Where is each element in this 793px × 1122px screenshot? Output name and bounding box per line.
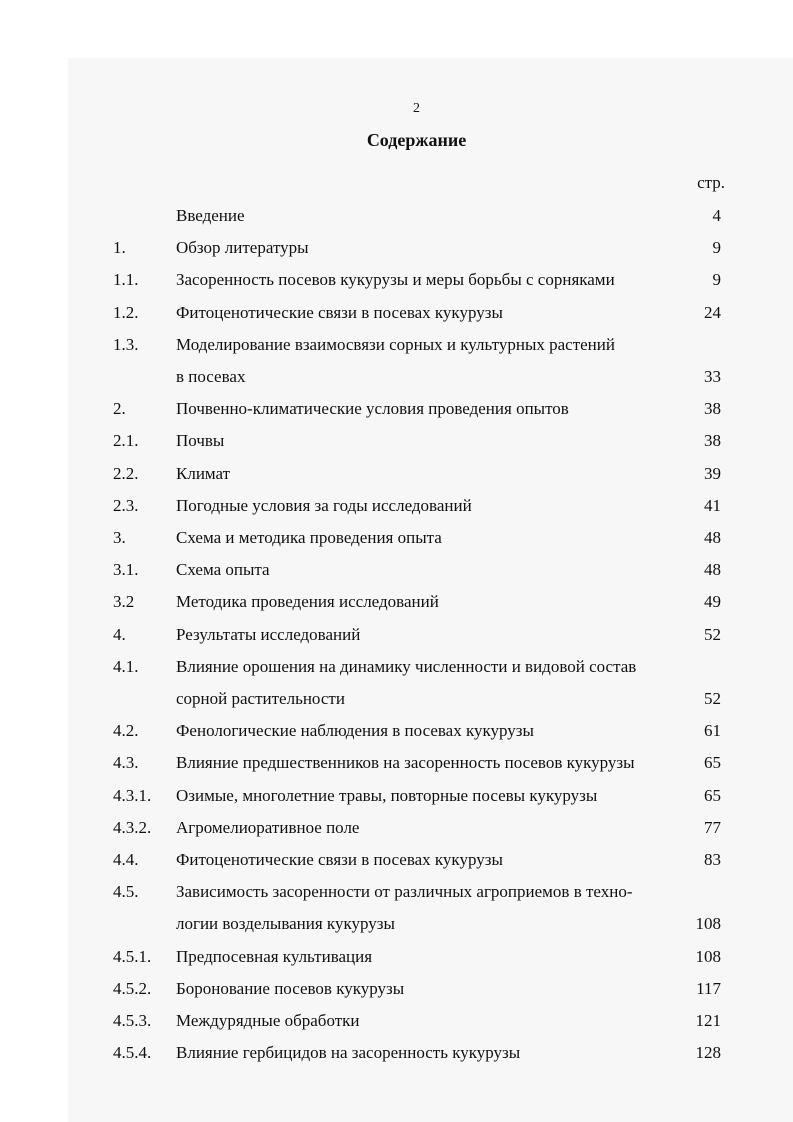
toc-entry-number: 4.5.1. (113, 946, 152, 966)
toc-entry (0, 462, 793, 486)
toc-entry-page: 38 (704, 399, 721, 419)
toc-entry-page: 128 (695, 1043, 721, 1063)
toc-entry-page: 108 (695, 946, 721, 966)
toc-entry (0, 945, 793, 969)
toc-entry (0, 655, 793, 679)
toc-entry (0, 977, 793, 1001)
toc-entry-title: Междурядные обработки (176, 1011, 360, 1030)
toc-entry-page: 52 (704, 689, 721, 708)
toc-entry-number: 1.2. (113, 302, 139, 322)
toc-entry-page: 65 (704, 753, 721, 773)
toc-entry (0, 848, 793, 872)
toc-entry-title: Погодные условия за годы исследований (176, 495, 472, 515)
toc-entry (0, 1009, 793, 1033)
toc-entry-page: 52 (704, 624, 721, 644)
toc-entry-page: 24 (704, 302, 721, 322)
toc-entry (0, 751, 793, 775)
toc-entry-title: в посевах (176, 367, 246, 386)
toc-entry-number: 4.5.2. (113, 978, 152, 998)
toc-entry-number: 4.3. (113, 753, 139, 773)
toc-entry-title: Предпосевная культивация (176, 946, 373, 966)
toc-entry (0, 365, 793, 389)
toc-entry-page: 33 (704, 367, 721, 386)
toc-entry-number: 2.2. (113, 463, 139, 483)
toc-entry-page: 9 (712, 238, 721, 258)
toc-entry (0, 623, 793, 647)
toc-entry-page: 38 (704, 431, 721, 451)
toc-entry-number: 2.1. (113, 431, 139, 451)
toc-entry-number: 3. (113, 528, 126, 547)
toc-entry (0, 301, 793, 325)
toc-entry-title: Агромелиоративное поле (176, 817, 360, 837)
toc-entry-title: логии возделывания кукурузы (176, 914, 395, 934)
toc-entry-title: Моделирование взаимосвязи сорных и культурных растений (176, 334, 615, 354)
toc-entry-title: Схема опыта (176, 560, 270, 580)
toc-entry-title: Обзор литературы (176, 238, 309, 258)
toc-entry-number: 1.1. (113, 270, 139, 290)
toc-entry-number: 3.2 (113, 592, 135, 612)
toc-entry-page: 49 (704, 592, 721, 612)
toc-entry-title: сорной растительности (176, 689, 345, 708)
toc-entry (0, 429, 793, 453)
toc-entry-title: Почвы (176, 431, 225, 451)
page-number: 2 (413, 101, 420, 116)
toc-entry-page: 41 (704, 495, 721, 515)
toc-entry-page: 39 (704, 463, 721, 483)
toc-entry-page: 65 (704, 785, 721, 805)
toc-entry-number: 4.5.4. (113, 1043, 152, 1063)
toc-entry-title: Боронование посевов кукурузы (176, 978, 405, 998)
page-column-header: стр. (697, 173, 725, 192)
toc-entry-title: Фитоценотические связи в посевах кукурузы (176, 302, 503, 322)
toc-entry (0, 784, 793, 808)
page-title: Содержание (366, 130, 467, 150)
toc-entry-number: 4.3.2. (113, 817, 152, 837)
toc-entry-title: Влияние предшественников на засоренность посевов кукурузы (176, 753, 635, 773)
toc-entry (0, 236, 793, 260)
toc-entry-number: 1.3. (113, 334, 139, 354)
toc-entry (0, 687, 793, 711)
toc-entry-title: Озимые, многолетние травы, повторные посевы кукурузы (176, 785, 598, 805)
toc-entry (0, 333, 793, 357)
toc-entry (0, 816, 793, 840)
toc-entry-title: Введение (176, 206, 245, 225)
toc-entry-title: Зависимость засоренности от различных агроприемов в техно- (176, 882, 633, 902)
toc-entry-number: 3.1. (113, 560, 139, 580)
toc-entry-page: 9 (712, 270, 721, 290)
toc-entry (0, 526, 793, 550)
toc-entry-title: Фенологические наблюдения в посевах кукурузы (176, 721, 534, 741)
toc-entry-page: 108 (695, 914, 721, 934)
toc-entry-number: 1. (113, 238, 126, 258)
toc-entry-page: 4 (712, 206, 721, 225)
toc-entry-title: Схема и методика проведения опыта (176, 528, 442, 547)
toc-entry-number: 4.4. (113, 850, 139, 869)
toc-entry-page: 61 (704, 721, 721, 741)
toc-entry-number: 4.5. (113, 882, 139, 902)
toc-entry-title: Влияние орошения на динамику численности и видовой состав (176, 656, 637, 676)
toc-entry (0, 880, 793, 904)
toc-entry-number: 2. (113, 399, 126, 419)
toc-entry-title: Климат (176, 463, 231, 483)
toc-entry (0, 1041, 793, 1065)
toc-entry-number: 4.5.3. (113, 1011, 152, 1030)
toc-entry-title: Почвенно-климатические условия проведения опытов (176, 399, 569, 419)
toc-entry (0, 558, 793, 582)
toc-entry-title: Засоренность посевов кукурузы и меры борьбы с сорняками (176, 270, 615, 290)
toc-entry (0, 494, 793, 518)
toc-entry-page: 77 (704, 817, 721, 837)
toc-entry-page: 83 (704, 850, 721, 869)
toc-entry (0, 397, 793, 421)
toc-entry-number: 4.2. (113, 721, 139, 741)
toc-entry-title: Фитоценотические связи в посевах кукурузы (176, 850, 503, 869)
toc-entry-number: 4. (113, 624, 126, 644)
toc-entry-number: 4.1. (113, 656, 139, 676)
toc-entry-title: Методика проведения исследований (176, 592, 439, 612)
toc-entry-page: 48 (704, 560, 721, 580)
toc-entry-number: 2.3. (113, 495, 139, 515)
toc-entry-page: 121 (695, 1011, 721, 1030)
toc-entry-title: Влияние гербицидов на засоренность кукурузы (176, 1043, 521, 1063)
toc-entry (0, 719, 793, 743)
toc-entry-page: 48 (704, 528, 721, 547)
toc-entry-title: Результаты исследований (176, 624, 361, 644)
toc-entry (0, 204, 793, 228)
toc-entry (0, 912, 793, 936)
toc-entry-page: 117 (696, 978, 721, 998)
toc-entry (0, 268, 793, 292)
toc-entry (0, 590, 793, 614)
toc-entry-number: 4.3.1. (113, 785, 152, 805)
